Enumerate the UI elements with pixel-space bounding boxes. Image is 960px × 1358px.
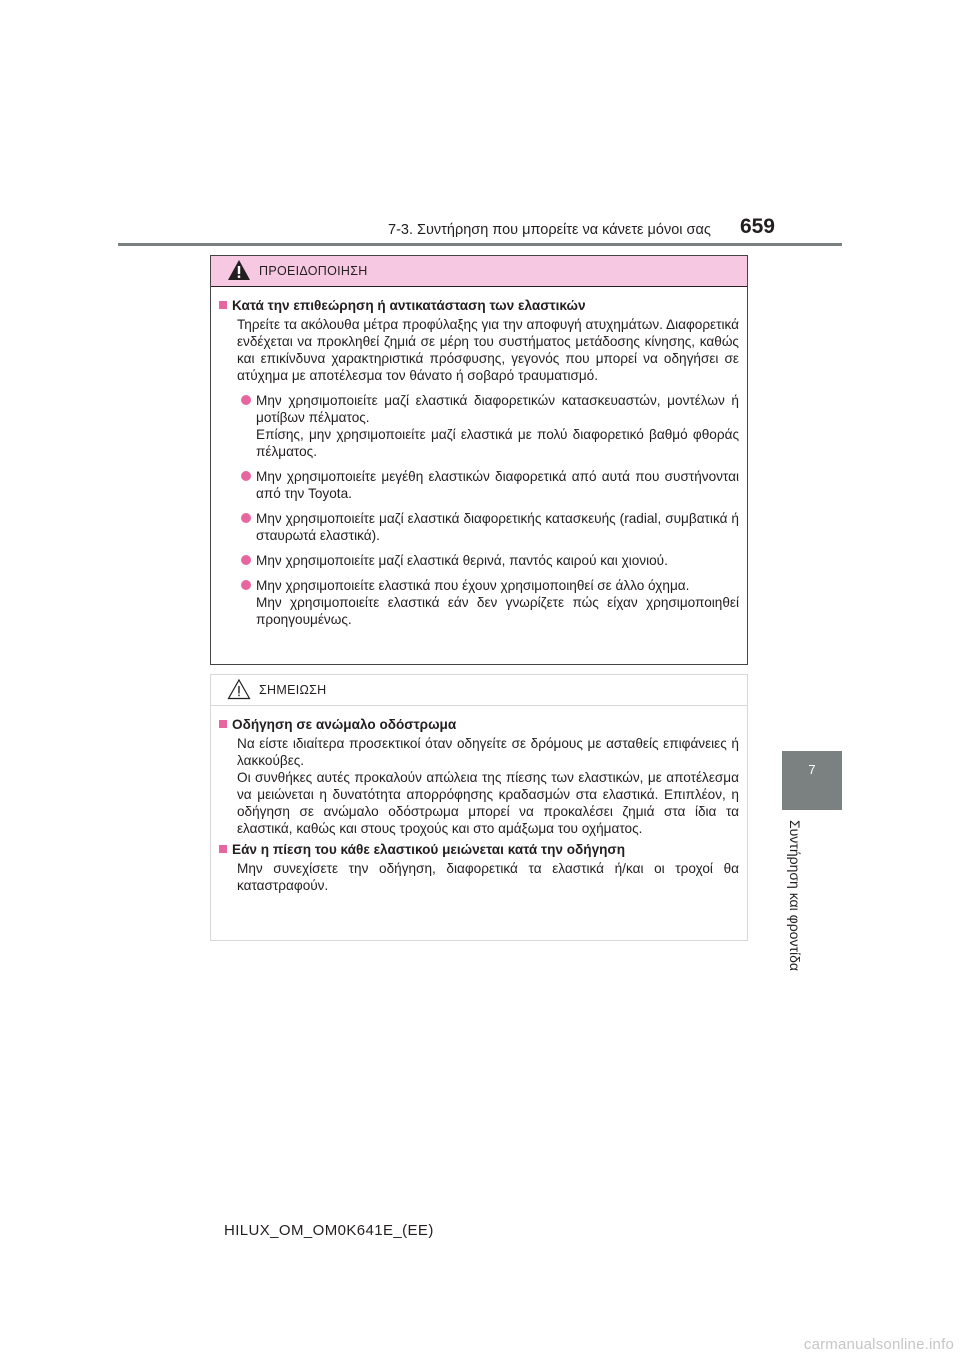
warning-triangle-icon — [227, 259, 251, 281]
chapter-number: 7 — [808, 762, 816, 777]
list-item-text: Μην χρησιμοποιείτε μεγέθη ελαστικών διαφορετικά από αυτά που συστήνονται από την Toyota. — [256, 469, 739, 501]
circle-bullet-icon — [241, 580, 251, 590]
circle-bullet-icon — [241, 513, 251, 523]
note-paragraph: Οι συνθήκες αυτές προκαλούν απώλεια της πίεσης των ελαστικών, με αποτέλεσμα να μειώνεται η δυνατότητα απορρόφησης κραδασμών στα ελαστικά. Επιπλέον, η οδήγηση σε ανώμαλο οδόστρωμα μπορεί να προκαλέσει ζημιά στα ίδια τα ελαστικά, καθώς και στους τροχούς και στο αμάξωμα του οχήματος. — [237, 770, 739, 836]
list-item-text: Μην χρησιμοποιείτε μαζί ελαστικά διαφορετικής κατασκευής (radial, συμβατικά ή σταυρωτά ελαστικά). — [256, 511, 739, 543]
list-item — [241, 468, 739, 502]
square-bullet-icon — [219, 301, 227, 309]
warning-header — [211, 256, 747, 287]
page-number: 659 — [739, 215, 775, 238]
list-item-text: Μην χρησιμοποιείτε μαζί ελαστικά διαφορετικών κατασκευαστών, μοντέλων ή μοτίβων πέλματος. — [256, 393, 739, 425]
watermark: carmanualsonline.info — [803, 1336, 954, 1353]
note-paragraph: Να είστε ιδιαίτερα προσεκτικοί όταν οδηγείτε σε δρόμους με ασταθείς επιφάνειες ή λακκούβες. — [237, 736, 739, 768]
note-heading-text: Οδήγηση σε ανώμαλο οδόστρωμα — [232, 717, 457, 732]
document-code: HILUX_OM_OM0K641E_(EE) — [224, 1222, 434, 1239]
list-item — [241, 577, 739, 628]
note-header — [211, 675, 747, 706]
square-bullet-icon — [219, 720, 227, 728]
caution-outline-icon — [227, 678, 251, 700]
chapter-tab — [782, 751, 842, 810]
note-body — [211, 706, 747, 894]
list-item-text: Μην χρησιμοποιείτε μαζί ελαστικά θερινά, παντός καιρού και χιονιού. — [256, 553, 668, 568]
list-item-text: Μην χρησιμοποιείτε ελαστικά που έχουν χρησιμοποιηθεί σε άλλο όχημα. — [256, 578, 690, 593]
list-item — [241, 510, 739, 544]
section-title: 7-3. Συντήρηση που μπορείτε να κάνετε μόνοι σας — [388, 222, 711, 238]
list-item — [241, 552, 739, 569]
note-section — [219, 841, 739, 894]
list-item-extra: Επίσης, μην χρησιμοποιείτε μαζί ελαστικά με πολύ διαφορετικό βαθμό φθοράς πέλματος. — [256, 427, 739, 459]
note-label: ΣΗΜΕΙΩΣΗ — [259, 683, 327, 697]
warning-body — [211, 287, 747, 628]
note-paragraph: Μην συνεχίσετε την οδήγηση, διαφορετικά τα ελαστικά ή/και οι τροχοί θα καταστραφούν. — [237, 861, 739, 893]
note-heading-text: Εάν η πίεση του κάθε ελαστικού μειώνεται κατά την οδήγηση — [232, 842, 626, 857]
list-item-extra: Μην χρησιμοποιείτε ελαστικά εάν δεν γνωρίζετε πώς είχαν χρησιμοποιηθεί προηγουμένως. — [256, 595, 739, 627]
note-box — [210, 674, 748, 941]
chapter-title: Συντήρηση και φροντίδα — [787, 820, 803, 971]
circle-bullet-icon — [241, 471, 251, 481]
circle-bullet-icon — [241, 555, 251, 565]
warning-box — [210, 255, 748, 665]
note-heading — [219, 716, 739, 733]
warning-heading-text: Κατά την επιθεώρηση ή αντικατάσταση των ελαστικών — [232, 298, 586, 313]
warning-intro: Τηρείτε τα ακόλουθα μέτρα προφύλαξης για την αποφυγή ατυχημάτων. Διαφορετικά ενδέχεται να προκληθεί ζημιά σε μέρη του συστήματος μετάδοσης κίνησης, καθώς και επικίνδυνα χαρακτηριστικά πρόσφυσης, γεγονός που μπορεί να οδηγήσει σε ατύχημα με αποτέλεσμα τον θάνατο ή σοβαρό τραυματισμό. — [237, 317, 739, 383]
note-section — [219, 716, 739, 837]
warning-heading — [219, 297, 739, 314]
header-rule — [118, 243, 842, 246]
circle-bullet-icon — [241, 395, 251, 405]
note-heading — [219, 841, 739, 858]
list-item — [241, 392, 739, 460]
square-bullet-icon — [219, 845, 227, 853]
warning-label: ΠΡΟΕΙΔΟΠΟΙΗΣΗ — [259, 264, 368, 278]
